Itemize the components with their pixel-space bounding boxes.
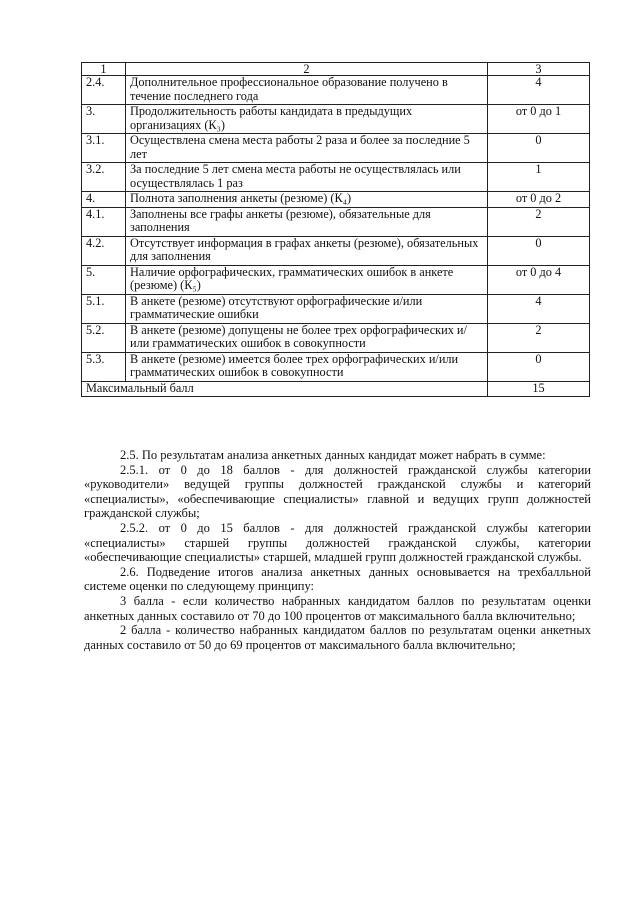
row-number: 5.2. <box>82 323 126 352</box>
row-criterion: В анкете (резюме) отсутствуют орфографические и/или грамматические ошибки <box>126 294 488 323</box>
paragraph-2-points: 2 балла - количество набранных кандидатом баллов по результатам оценки анкетных данных составило от 50 до 69 процентов от максимального балла включительно; <box>84 623 591 652</box>
row-score: 4 <box>488 76 590 105</box>
table-header-row <box>82 63 590 76</box>
table-row <box>82 323 590 352</box>
paragraph-2-5-2: 2.5.2. от 0 до 15 баллов - для должностей гражданской службы категории «специалисты» старшей группы должностей гражданской службы, категории «обеспечивающие специалисты» старшей, младшей групп должностей гражданской службы. <box>84 520 591 565</box>
row-score: от 0 до 1 <box>488 105 590 134</box>
row-number: 3.2. <box>82 163 126 192</box>
table-row <box>82 207 590 236</box>
table-row <box>82 134 590 163</box>
table-row <box>82 236 590 265</box>
criteria-table <box>81 62 590 397</box>
row-score: от 0 до 2 <box>488 192 590 208</box>
body-text <box>84 448 591 652</box>
row-criterion: В анкете (резюме) имеется более трех орфографических и/или грамматических ошибок в совокупности <box>126 352 488 381</box>
row-number: 4.2. <box>82 236 126 265</box>
row-criterion: Дополнительное профессиональное образование получено в течение последнего года <box>126 76 488 105</box>
row-score: 2 <box>488 323 590 352</box>
row-score: 4 <box>488 294 590 323</box>
paragraph-2-6: 2.6. Подведение итогов анализа анкетных данных основывается на трехбалльной системе оценки по следующему принципу: <box>84 564 591 594</box>
table-row <box>82 352 590 381</box>
row-criterion: Осуществлена смена места работы 2 раза и более за последние 5 лет <box>126 134 488 163</box>
row-score: 0 <box>488 236 590 265</box>
table-row <box>82 192 590 208</box>
row-score: 2 <box>488 207 590 236</box>
row-score: 0 <box>488 134 590 163</box>
table-row <box>82 76 590 105</box>
row-score: 1 <box>488 163 590 192</box>
row-criterion: В анкете (резюме) допущены не более трех орфографических и/или грамматических ошибок в совокупности <box>126 323 488 352</box>
column-header-score: 3 <box>488 63 590 76</box>
table-row <box>82 294 590 323</box>
row-number: 3. <box>82 105 126 134</box>
table-row <box>82 163 590 192</box>
row-criterion: Полнота заполнения анкеты (резюме) (К₄) <box>126 192 488 208</box>
row-criterion: За последние 5 лет смена места работы не осуществлялась или осуществлялась 1 раз <box>126 163 488 192</box>
table-total-row <box>82 381 590 397</box>
row-number: 5.3. <box>82 352 126 381</box>
paragraph-2-5: 2.5. По результатам анализа анкетных данных кандидат может набрать в сумме: <box>120 448 546 462</box>
row-criterion: Наличие орфографических, грамматических ошибок в анкете (резюме) (К₅) <box>126 265 488 294</box>
row-number: 5.1. <box>82 294 126 323</box>
column-header-number: 1 <box>82 63 126 76</box>
row-criterion: Продолжительность работы кандидата в предыдущих организациях (К₃) <box>126 105 488 134</box>
total-label: Максимальный балл <box>82 381 488 397</box>
row-number: 4.1. <box>82 207 126 236</box>
table-row <box>82 265 590 294</box>
row-score: 0 <box>488 352 590 381</box>
row-number: 5. <box>82 265 126 294</box>
row-criterion: Отсутствует информация в графах анкеты (резюме), обязательных для заполнения <box>126 236 488 265</box>
paragraph-2-5-1: 2.5.1. от 0 до 18 баллов - для должностей гражданской службы категории «руководители» ведущей группы должностей гражданской службы и категорий «специалисты», «обеспечивающие специалисты» главной и ведущих групп должностей гражданской службы; <box>84 462 591 521</box>
row-score: от 0 до 4 <box>488 265 590 294</box>
row-number: 4. <box>82 192 126 208</box>
row-number: 3.1. <box>82 134 126 163</box>
column-header-criterion: 2 <box>126 63 488 76</box>
total-score: 15 <box>488 381 590 397</box>
paragraph-3-points: 3 балла - если количество набранных кандидатом баллов по результатам оценки анкетных данных составило от 70 до 100 процентов от максимального балла включительно; <box>84 593 591 623</box>
row-number: 2.4. <box>82 76 126 105</box>
row-criterion: Заполнены все графы анкеты (резюме), обязательные для заполнения <box>126 207 488 236</box>
table-row <box>82 105 590 134</box>
